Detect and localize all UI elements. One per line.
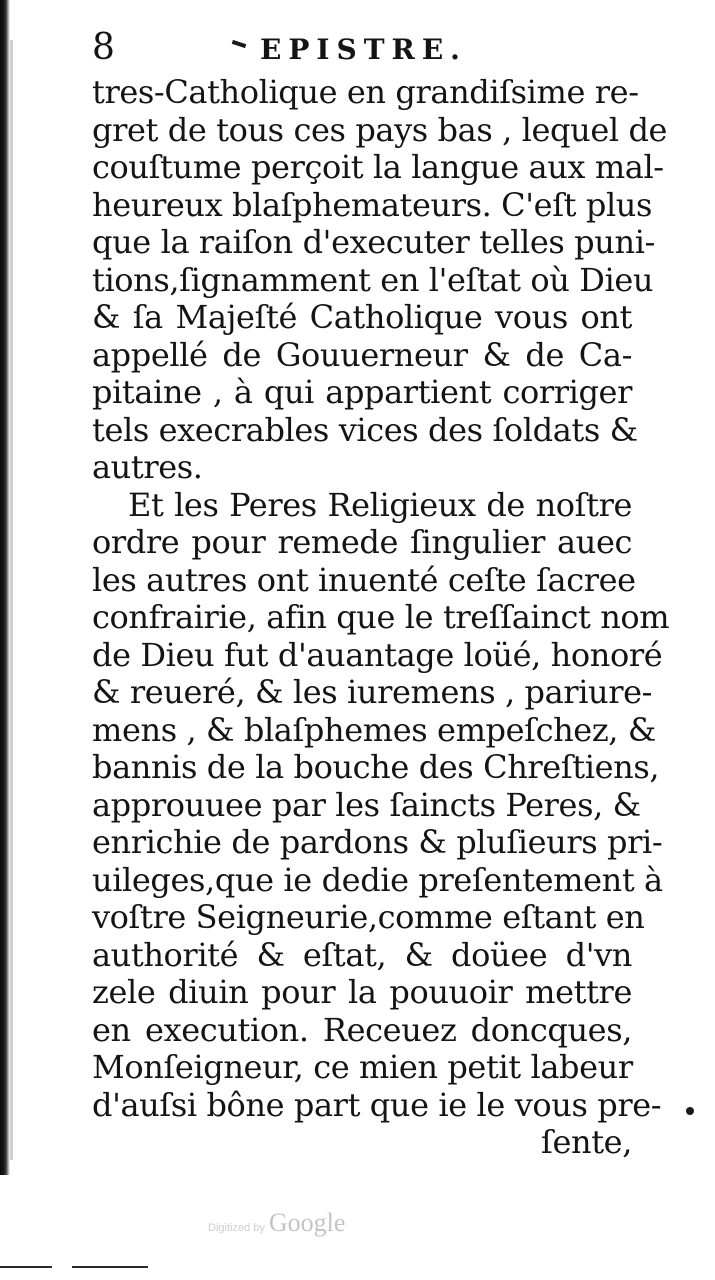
text-line: tels execrables vices des ſoldats &: [92, 410, 638, 449]
paragraph-start-line: Et les Peres Religieux de noſtre: [128, 485, 632, 524]
text-line: couſtume perçoit la langue aux mal-: [92, 148, 664, 186]
google-logo: Google: [268, 1208, 346, 1237]
marginal-mark: [686, 1107, 694, 1115]
text-line: en execution. Receuez doncques,: [92, 1010, 632, 1049]
text-line: & ſa Majeſté Catholique vous ont: [92, 298, 632, 336]
header-ornament: [232, 40, 247, 48]
page-header: [92, 28, 652, 73]
catchword: ſente,: [541, 1123, 632, 1161]
text-line: pitaine , à qui appartient corriger: [92, 373, 632, 411]
text-line: uileges,que ie dedie preſentement à: [92, 860, 663, 899]
text-line: tres-Catholique en grandiſsime re-: [92, 73, 639, 111]
text-line: d'auſsi bône part que ie le vous pre-: [92, 1085, 662, 1124]
scan-left-edge: [0, 0, 10, 1175]
watermark-prefix: Digitized by: [208, 1222, 265, 1234]
text-line: heureux blaſphemateurs. C'eſt plus: [92, 185, 653, 224]
text-line: enrichie de pardons & pluſieurs pri-: [92, 823, 663, 861]
digitization-watermark: [208, 1208, 345, 1242]
text-line: tions,ſignamment en l'eſtat où Dieu: [92, 260, 654, 299]
text-line: que la raiſon d'executer telles puni-: [92, 223, 655, 261]
paragraph-end-line: autres.: [92, 448, 203, 486]
body-text: [92, 73, 670, 1162]
text-line: bannis de la bouche des Chreſtiens,: [92, 748, 660, 786]
text-line: gret de tous ces pays bas , lequel de: [92, 110, 668, 149]
scan-edge-shadow: [10, 40, 13, 1160]
text-line: & reueré, & les iuremens , pariure-: [92, 673, 653, 711]
text-line: zele diuin pour la pouuoir mettre: [92, 973, 632, 1011]
text-line: de Dieu fut d'auantage loüé, honoré: [92, 635, 663, 674]
text-line: appellé de Gouuerneur & de Ca-: [92, 335, 632, 374]
text-line: authorité & eſtat, & doüee d'vn: [92, 935, 632, 974]
bottom-rule: [72, 1266, 148, 1268]
text-line: confrairie, afin que le treſſainct nom: [92, 598, 670, 636]
text-line: Monſeigneur, ce mien petit labeur: [92, 1048, 633, 1086]
text-line: les autres ont inuenté ceſte ſacree: [92, 560, 636, 599]
running-title: EPISTRE.: [260, 33, 467, 66]
text-line: approuuee par les ſaincts Peres, &: [92, 785, 641, 824]
text-line: voſtre Seigneurie,comme eſtant en: [92, 898, 645, 936]
text-line: ordre pour remede ſingulier auec: [92, 523, 632, 561]
bottom-rule: [0, 1266, 52, 1268]
text-line: mens , & blaſphemes empeſchez, &: [92, 710, 656, 749]
page-number: 8: [92, 27, 115, 68]
